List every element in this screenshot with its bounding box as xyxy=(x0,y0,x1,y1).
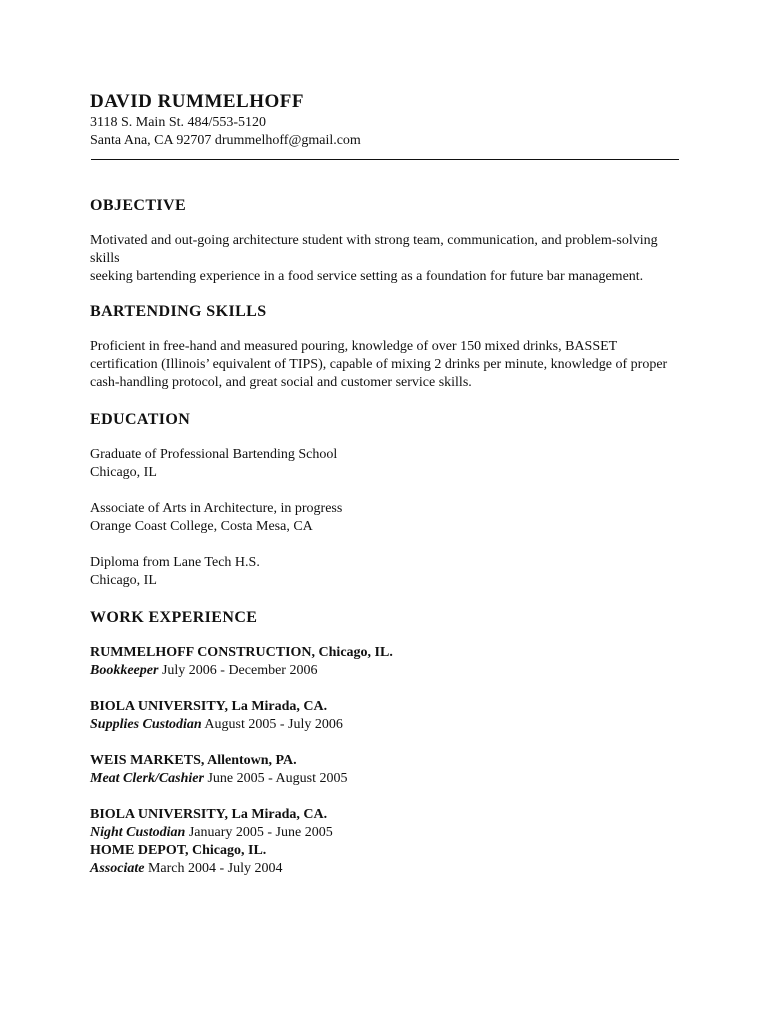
section-title-work-experience: WORK EXPERIENCE xyxy=(90,609,258,626)
candidate-name: DAVID RUMMELHOFF xyxy=(90,91,305,112)
work-employer: HOME DEPOT, Chicago, IL. xyxy=(90,843,267,858)
section-title-skills: BARTENDING SKILLS xyxy=(90,303,267,320)
education-entry xyxy=(90,500,680,536)
work-dates: July 2006 - December 2006 xyxy=(158,663,318,678)
work-dates: August 2005 - July 2006 xyxy=(201,717,343,732)
header-divider xyxy=(91,159,679,160)
work-employer: WEIS MARKETS, Allentown, PA. xyxy=(90,753,297,768)
work-dates: January 2005 - June 2005 xyxy=(185,825,333,840)
work-dates: June 2005 - August 2005 xyxy=(203,771,348,786)
work-experience-section xyxy=(90,608,680,878)
contact-address-phone: 3118 S. Main St. 484/553-5120 xyxy=(90,115,267,130)
resume-header xyxy=(90,90,680,160)
work-employer: RUMMELHOFF CONSTRUCTION, Chicago, IL. xyxy=(90,645,393,660)
education-program: Graduate of Professional Bartending School xyxy=(90,447,338,462)
objective-section xyxy=(90,196,680,286)
work-dates: March 2004 - July 2004 xyxy=(144,861,283,876)
objective-line: Motivated and out-going architecture student with strong team, communication, and problem-solving xyxy=(90,233,658,248)
work-role: Night Custodian xyxy=(90,825,186,840)
education-program: Diploma from Lane Tech H.S. xyxy=(90,555,260,570)
skills-line: certification (Illinois’ equivalent of TIPS), capable of mixing 2 drinks per minute, knowledge of proper xyxy=(90,357,668,372)
work-entry xyxy=(90,842,680,878)
education-location: Chicago, IL xyxy=(90,573,157,588)
resume-page xyxy=(90,90,680,878)
education-entry xyxy=(90,446,680,482)
education-location: Orange Coast College, Costa Mesa, CA xyxy=(90,519,313,534)
skills-line: cash-handling protocol, and great social and customer service skills. xyxy=(90,375,472,390)
work-entry xyxy=(90,644,680,680)
objective-line: seeking bartending experience in a food service setting as a foundation for future bar management. xyxy=(90,269,644,284)
section-title-education: EDUCATION xyxy=(90,411,191,428)
work-role: Associate xyxy=(90,861,145,876)
skills-line: Proficient in free-hand and measured pouring, knowledge of over 150 mixed drinks, BASSET xyxy=(90,339,618,354)
work-entry xyxy=(90,698,680,734)
education-location: Chicago, IL xyxy=(90,465,157,480)
work-role: Bookkeeper xyxy=(90,663,159,678)
work-entry xyxy=(90,806,680,842)
work-employer: BIOLA UNIVERSITY, La Mirada, CA. xyxy=(90,807,328,822)
contact-city-email: Santa Ana, CA 92707 drummelhoff@gmail.com xyxy=(90,133,361,148)
skills-section xyxy=(90,302,680,392)
section-title-objective: OBJECTIVE xyxy=(90,197,187,214)
education-section xyxy=(90,410,680,590)
work-role: Supplies Custodian xyxy=(90,717,202,732)
education-program: Associate of Arts in Architecture, in progress xyxy=(90,501,343,516)
education-entry xyxy=(90,554,680,590)
work-entry xyxy=(90,752,680,788)
work-role: Meat Clerk/Cashier xyxy=(90,771,204,786)
work-employer: BIOLA UNIVERSITY, La Mirada, CA. xyxy=(90,699,328,714)
objective-line: skills xyxy=(90,251,120,266)
